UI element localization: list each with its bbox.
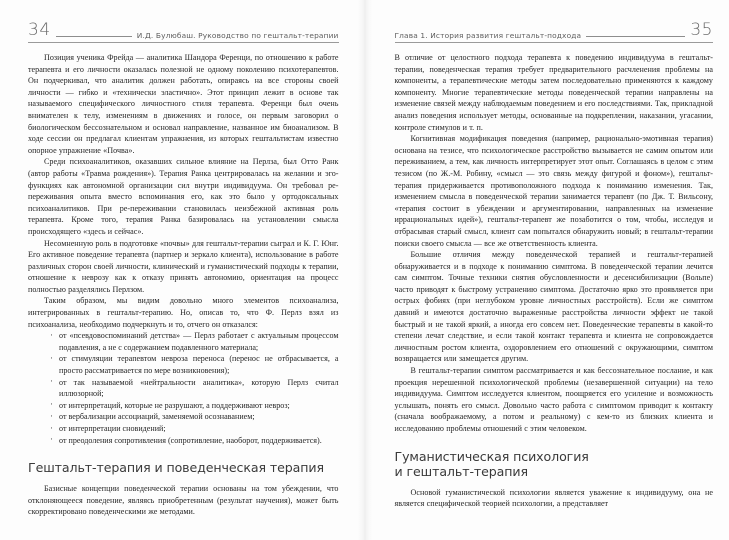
list-item: · от преодоления сопротивления (сопротивление, наоборот, поддерживается). — [50, 435, 339, 447]
running-head-title-right: Глава 1. История развития гештальт-подхода — [394, 30, 582, 40]
folio-right: 35 — [690, 20, 713, 40]
paragraph: Среди психоаналитиков, оказавших сильное влияние на Перлза, был Отто Ранк (автор работы «Травма рождения»). Терапия Ранка центрировалась на желании и эго-функциях как автономной организации сил внутри индивидуума. Он требовал ре-переживания опыта вместо вспоминания его, как это было у ортодоксальных психоаналитиков. При ре-переживании становилась неизбежной активная роль терапевта. Кроме того, терапия Ранка базировалась на установлении смысла происходящего «здесь и сейчас». — [28, 157, 339, 236]
list-item: · от стимуляции терапевтом невроза переноса (перенос не отбрасывается, а просто рассматривается по мере возникновения); — [50, 353, 339, 376]
list-item: · от интерпретации сновидений; — [50, 423, 339, 435]
paragraph: Базисные концепции поведенческой терапии основаны на том убеждении, что отклоняющееся поведение, являясь приобретенным (результат научения), может быть скорректировано поведенческими же методами. — [28, 484, 339, 517]
section-heading-line-2: и гештальт-терапия — [394, 463, 528, 479]
right-column-body — [395, 52, 714, 510]
list-item: · от вербализации ассоциаций, заменяемой осознаванием; — [50, 411, 339, 423]
running-head-right — [395, 22, 714, 43]
paragraph: Таким образом, мы видим довольно много элементов психоанализа, интегрированных в гештальт-терапию. Но, описав то, что Ф. Перлз взял из психоанализа, необходимо подчеркнуть и то, отчего он отказался: — [28, 296, 339, 329]
section-heading-line-1: Гуманистическая психология — [394, 448, 589, 464]
paragraph: Основой гуманистической психологии является уважение к индивидууму, она не является специфической теорией психологии, а представляет — [394, 487, 713, 509]
section-heading — [395, 449, 714, 479]
section-heading: Гештальт-терапия и поведенческая терапия — [28, 460, 324, 476]
paragraph: Несомненную роль в подготовке «почвы» для гештальт-терапии сыграл и К. Г. Юнг. Его активное поведение терапевта (партнер и зеркало клиента), использование в работе различных сторон своей личности, клинический и гуманистический подходы к терапии, отношение к неврозу как к отказу принять автономию, ориентация на процесс полностью разделялись Перлзом. — [28, 238, 339, 294]
list-item: · от интерпретаций, которые не разрушают, а поддерживают невроз; — [50, 400, 339, 412]
folio-left: 34 — [28, 20, 51, 40]
header-rule-right — [586, 36, 685, 37]
bullet-list — [28, 330, 339, 446]
running-head-left — [28, 22, 339, 43]
list-item: · от так называемой «нейтральности аналитика», которую Перлз считал иллюзорной; — [50, 377, 339, 400]
header-underline-right — [395, 42, 714, 43]
list-item: · от «псевдовоспоминаний детства» — Перлз работает с актуальным процессом подавления, а не с содержанием подавленного материала; — [50, 330, 339, 353]
paragraph: Позиция ученика Фрейда — аналитика Шандора Ференци, по отношению к работе терапевта и его личности оказалась полезной не одному поколению психотерапевтов. Он подчеркивал, что аналитик должен работать, опираясь на все стороны своей личности — гибко и «технически эластично». Этот принцип лежит в основе так называемого специфического личностного стиля терапевта. Ференци был очень внимателен к телу, изменениям в движениях и голосе, он первым заговорил о биологическом бессознательном и основал направление, названное им биоанализом. В ходе сессии он предлагал клиентам упражнения, из которых гештальтистам известно опорное упражнение «Почва». — [28, 53, 339, 155]
header-underline-left — [28, 42, 339, 43]
paragraph: Большие отличия между поведенческой терапией и гештальт-терапией обнаруживается и в подходе к пониманию симптома. В поведенческой терапии лечится сам симптом. Точные техники снятия обусловленности и десенсибилизации (Вольпе) часто приводят к быстрому устранению симптома. Достаточно ярко это проявляется при острых фобиях (при неглубоком уровне личностных расстройств). Если же симптом давний и имеются достаточно выраженные расстройства личности эффект не такой быстрый и не такой яркий, а иногда его совсем нет. Поведенческие терапевты в какой-то степени лечат следствие, и если такой контакт терапевта и клиента не сопровождается личностным ростом клиента, оздоровлением его отношений с окружающими, симптом возвращается или замещается другим. — [394, 250, 713, 364]
running-head-title-left: И.Д. Булюбаш. Руководство по гештальт-терапии — [136, 30, 339, 40]
header-rule-left — [56, 36, 132, 37]
left-column-body — [28, 52, 339, 518]
page-right — [365, 0, 729, 540]
paragraph: В гештальт-терапии симптом рассматривается и как бессознательное послание, и как проекция нерешенной психологической проблемы (незавершенной ситуации) на тело индивидуума. Симптом исследуется клиентом, поощряется его усиление и возможность услышать, понять его смысл. Довольно часто работа с симптомом приводит к контакту (сначала воображаемому, а потом и реальному) с кем-то из близких клиента и исследованию проблемы отношений с этим человеком. — [394, 366, 713, 433]
paragraph: Когнитивная модификация поведения (например, рационально-эмотивная терапия) основана на тезисе, что психологическое расстройство вызывается не самим опытом или переживанием, а тем, как личность интерпретирует этот опыт. Соглашаясь в целом с этим тезисом (по Ж.-М. Робину, «смысл — это связь между фигурой и фоном»), гештальт-терапия придерживается противоположного подхода к пониманию изменения. Так, изменением смысла в поведенческой терапии занимается терапевт (по Дж. Т. Вильсону, «терапия состоит в убеждении и аргументировании, направленных на изменение иррациональных идей»), гештальт-терапевт же позаботится о том, чтобы, исследуя и отбрасывая старый смысл, клиент сам попытался обнаружить новый; в гештальт-терапии поиски своего смысла — все же ответственность клиента. — [394, 134, 713, 248]
paragraph: В отличие от целостного подхода терапевта к поведению индивидуума в гештальт-терапии, поведенческая терапия требует предварительного расчленения проблемы на компоненты, а терапевтические методы затем последовательно применяются к каждому компоненту. Многие терапевтические методы поведенческой терапии направлены на изменение связей между наблюдаемым поведением и его последствиями. Так, прикладной анализ поведения использует методы, основанные на подкреплении, наказании, угасании, контроле стимулов и т. п. — [394, 53, 713, 132]
